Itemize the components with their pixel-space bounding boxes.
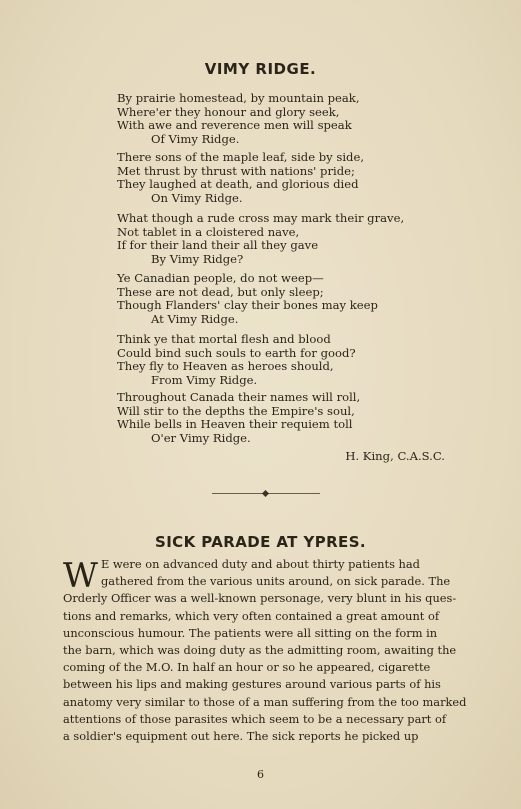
poem-stanza-6	[117, 391, 447, 445]
poem-line: What though a rude cross may mark their grave,	[117, 211, 405, 225]
article-title: SICK PARADE AT YPRES.	[155, 533, 366, 551]
drop-cap: W	[63, 556, 98, 596]
poem-line: Think ye that mortal flesh and blood	[117, 332, 331, 346]
poem-line: Will stir to the depths the Empire's soul,	[117, 403, 355, 418]
article-line: gathered from the various units around, on sick parade. The	[101, 574, 451, 589]
article-line: a soldier's equipment out here. The sick reports he picked up	[63, 729, 419, 744]
article-line: E were on advanced duty and about thirty patients had	[101, 557, 420, 571]
poem-line: Could bind such souls to earth for good?	[117, 345, 356, 360]
article-line: unconscious humour. The patients were all sitting on the form in	[63, 625, 438, 640]
poem-stanza-2	[117, 151, 447, 205]
poem-refrain: At Vimy Ridge.	[151, 311, 239, 326]
poem-title: VIMY RIDGE.	[204, 60, 317, 78]
article-line: Orderly Officer was a well-known personage, very blunt in his ques-	[63, 591, 457, 606]
poem-line: Met thrust by thrust with nations' pride;	[117, 163, 355, 178]
poem-refrain: By Vimy Ridge?	[151, 251, 244, 266]
poem-line: By prairie homestead, by mountain peak,	[117, 91, 360, 105]
poem-stanza-1	[117, 92, 447, 146]
article-line: tions and remarks, which very often contained a great amount of	[63, 608, 440, 623]
section-divider	[212, 492, 320, 494]
article-line: anatomy very similar to those of a man suffering from the too marked	[63, 694, 467, 709]
poem-line: If for their land their all they gave	[117, 238, 319, 253]
poem-line: Not tablet in a cloistered nave,	[117, 224, 300, 239]
poem-refrain: On Vimy Ridge.	[151, 190, 243, 205]
poem-stanza-3	[117, 212, 447, 266]
divider-ornament	[262, 490, 269, 497]
article-line: between his lips and making gestures around various parts of his	[63, 677, 441, 692]
poem-stanza-4	[117, 272, 447, 326]
poem-line: Ye Canadian people, do not weep—	[117, 271, 324, 285]
poem-line: They laughed at death, and glorious died	[117, 177, 359, 192]
article-line: the barn, which was doing duty as the admitting room, awaiting the	[63, 643, 457, 658]
poem-line: There sons of the maple leaf, side by side,	[117, 150, 365, 164]
poem-refrain: From Vimy Ridge.	[151, 372, 258, 387]
poem-line: Though Flanders' clay their bones may keep	[117, 298, 378, 313]
poem-line: Throughout Canada their names will roll,	[117, 390, 361, 404]
poem-line: These are not dead, but only sleep;	[117, 284, 324, 299]
poem-line: With awe and reverence men will speak	[117, 118, 352, 133]
article-line: coming of the M.O. In half an hour or so he appeared, cigarette	[63, 660, 431, 675]
poem-line: They fly to Heaven as heroes should,	[117, 359, 334, 374]
poem-line: Where'er they honour and glory seek,	[117, 104, 340, 119]
poem-stanza-5	[117, 333, 447, 387]
article-line: attentions of those parasites which seem to be a necessary part of	[63, 711, 447, 726]
poem-refrain: Of Vimy Ridge.	[151, 131, 240, 146]
page-number: 6	[257, 768, 264, 781]
article-body	[63, 556, 473, 745]
poem-line: While bells in Heaven their requiem toll	[117, 417, 353, 432]
poem-refrain: O'er Vimy Ridge.	[151, 430, 251, 445]
poem-signature: H. King, C.A.S.C.	[345, 449, 445, 463]
